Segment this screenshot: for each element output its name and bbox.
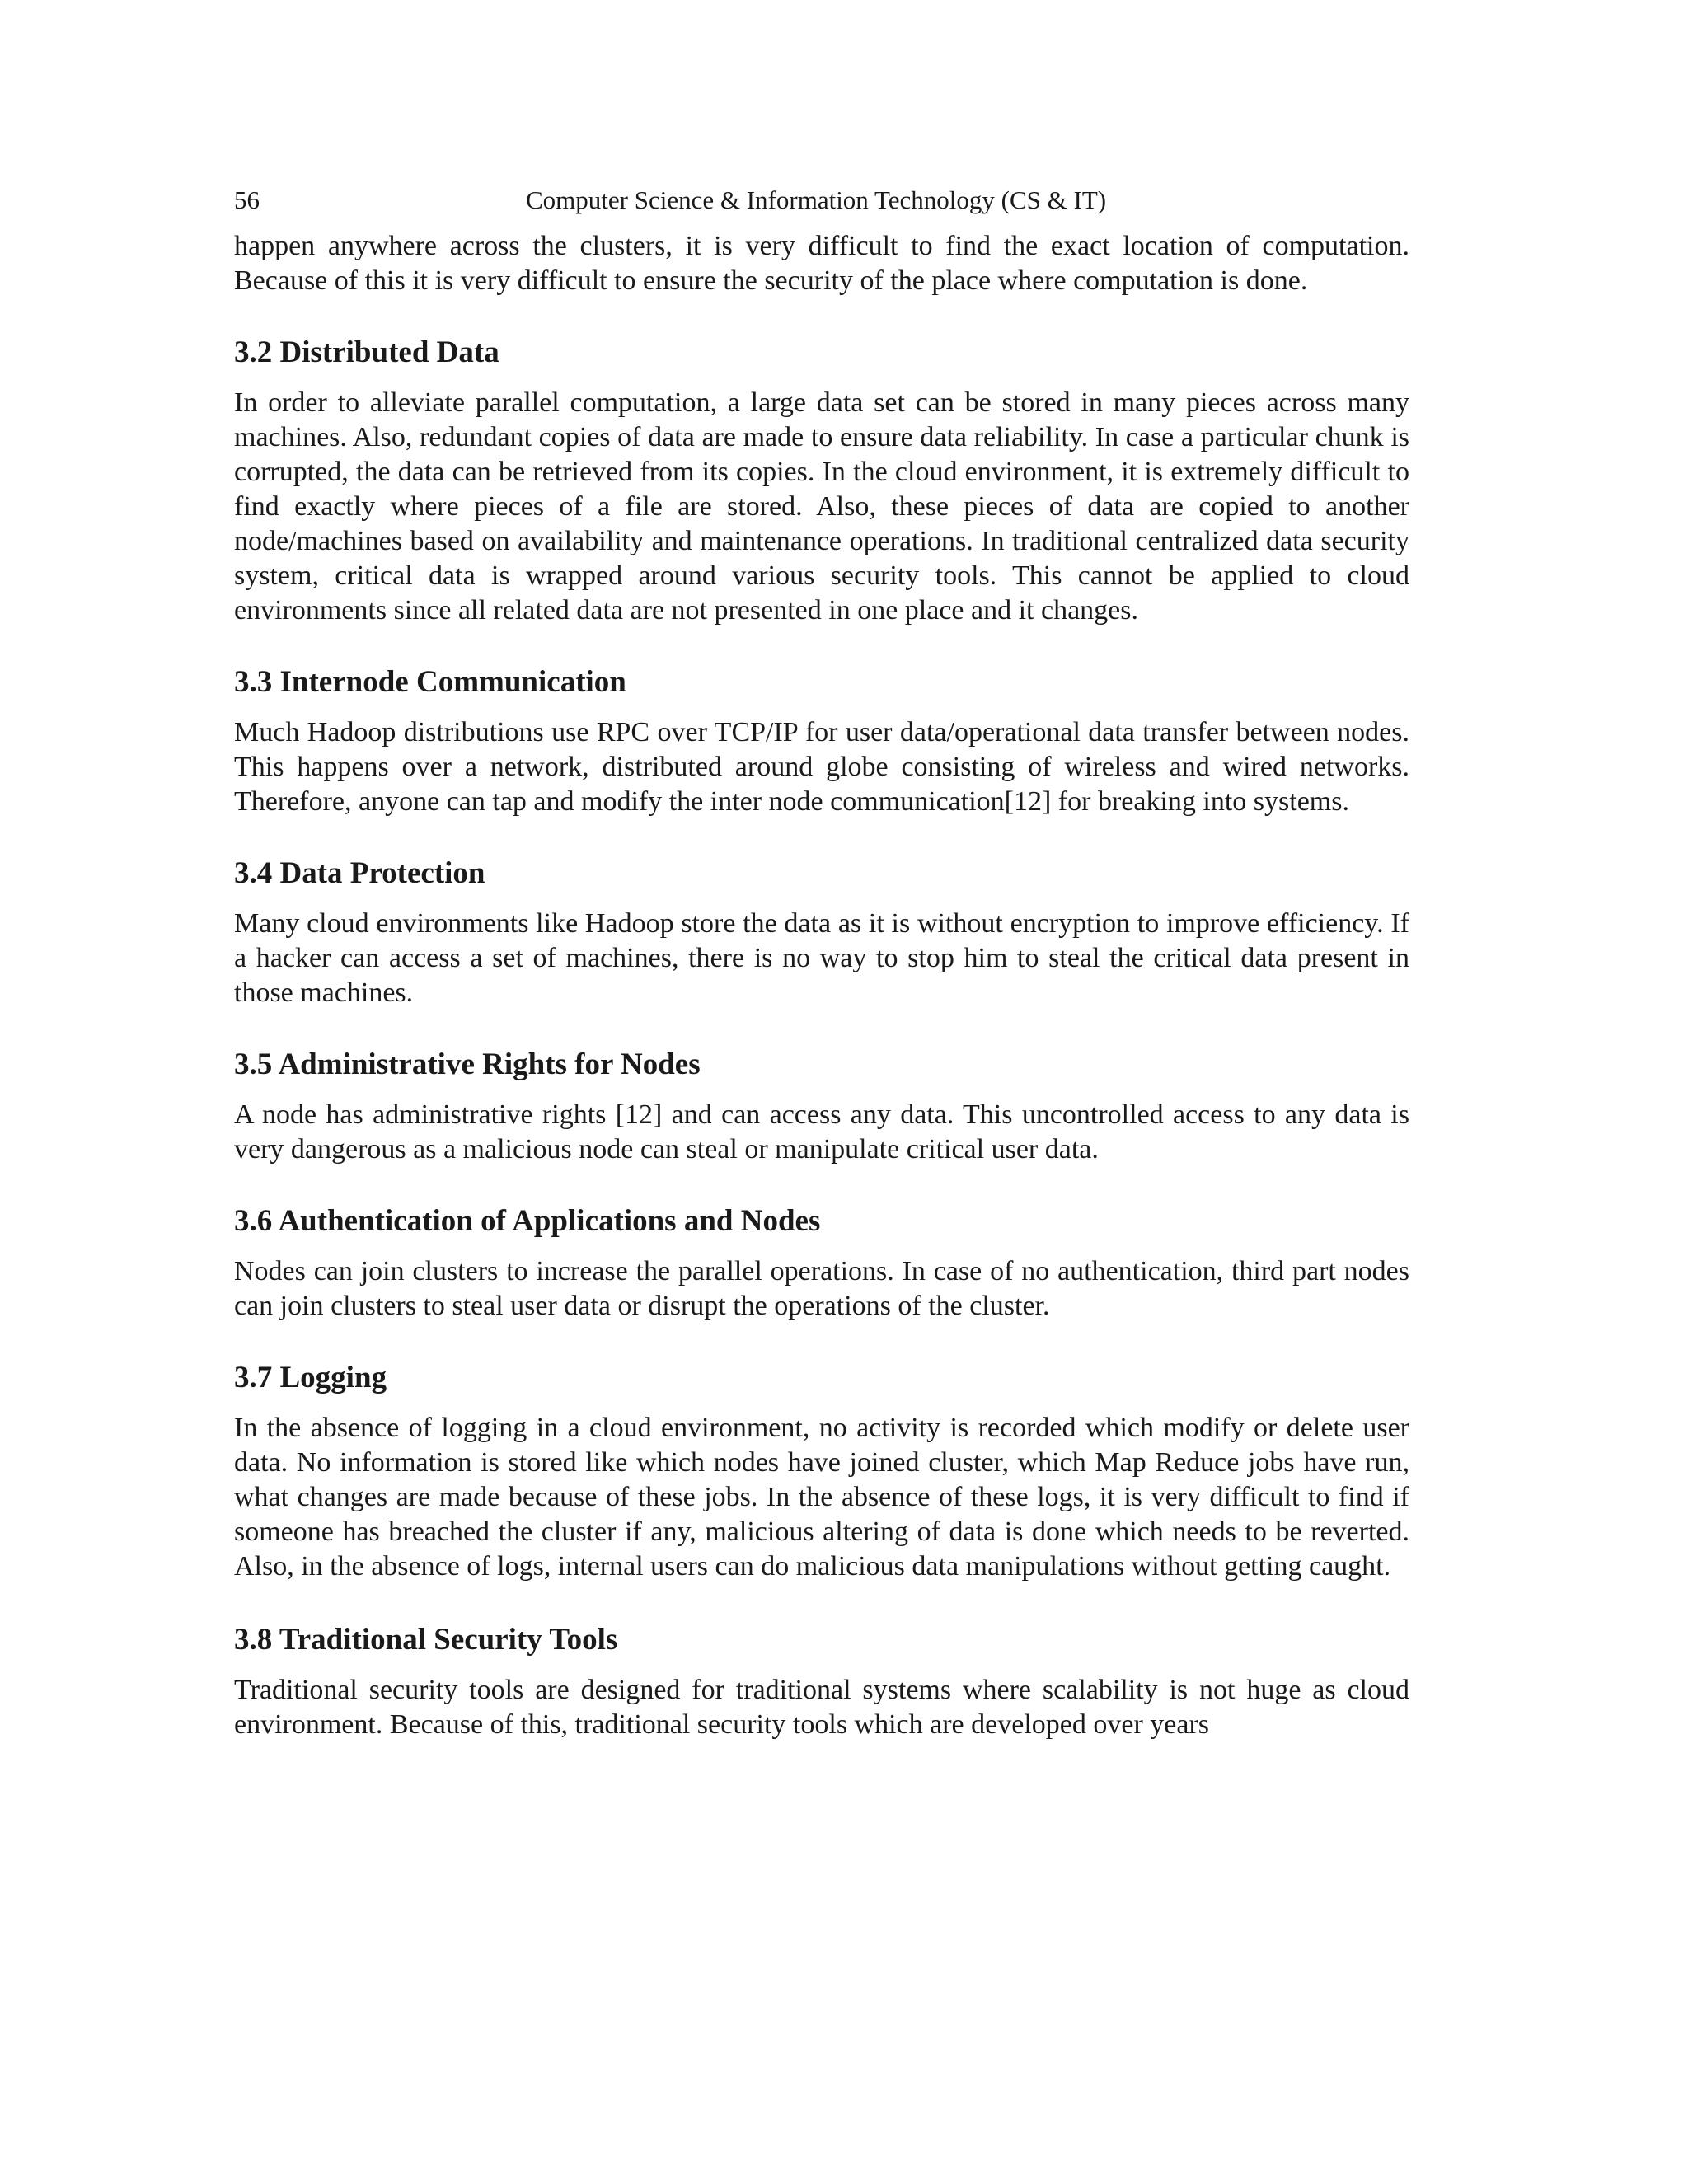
section-traditional-security-tools: [234, 1620, 1409, 1742]
running-header: [234, 180, 1409, 221]
section-distributed-data: [234, 333, 1409, 628]
section-logging: [234, 1358, 1409, 1584]
section-body: Much Hadoop distributions use RPC over TCP/IP for user data/operational data transfer between nodes. This happens over a network, distributed around globe consisting of wireless and wired networks. Therefore, anyone can tap and modify the inter node communication[12] for breaking into systems.: [234, 717, 1409, 817]
section-body: Traditional security tools are designed for traditional systems where scalability is not huge as cloud environment. Because of this, traditional security tools which are developed over years: [234, 1675, 1409, 1740]
section-body: A node has administrative rights [12] and can access any data. This uncontrolled access to any data is very dangerous as a malicious node can steal or manipulate critical user data.: [234, 1099, 1409, 1165]
section-heading: 3.5 Administrative Rights for Nodes: [234, 1047, 701, 1081]
page-number: 56: [234, 185, 260, 214]
section-body: Nodes can join clusters to increase the parallel operations. In case of no authentication, third part nodes can join clusters to steal user data or disrupt the operations of the cluster.: [234, 1256, 1409, 1321]
paper-page: [234, 180, 1409, 1742]
section-internode-communication: [234, 663, 1409, 819]
section-administrative-rights: [234, 1045, 1409, 1167]
section-body: In order to alleviate parallel computation, a large data set can be stored in many pieces across many machines. Also, redundant copies of data are made to ensure data reliability. In case a particular chunk is corrupted, the data can be retrieved from its copies. In the cloud environment, it is extremely difficult to find exactly where pieces of a file are stored. Also, these pieces of data are copied to another node/machines based on availability and maintenance operations. In traditional centralized data security system, critical data is wrapped around various security tools. This cannot be applied to cloud environments since all related data are not presented in one place and it changes.: [234, 387, 1409, 626]
intro-paragraph: happen anywhere across the clusters, it is very difficult to find the exact location of computation. Because of this it is very difficult to ensure the security of the place where computation is done.: [234, 231, 1409, 296]
section-authentication: [234, 1202, 1409, 1324]
section-heading: 3.6 Authentication of Applications and Nodes: [234, 1204, 821, 1238]
section-heading: 3.8 Traditional Security Tools: [234, 1623, 618, 1657]
section-body: In the absence of logging in a cloud environment, no activity is recorded which modify or delete user data. No information is stored like which nodes have joined cluster, which Map Reduce jobs have run, what changes are made because of these jobs. In the absence of these logs, it is very difficult to find if someone has breached the cluster if any, malicious altering of data is done which needs to be reverted. Also, in the absence of logs, internal users can do malicious data manipulations without getting caught.: [234, 1413, 1409, 1582]
section-body: Many cloud environments like Hadoop store the data as it is without encryption to improve efficiency. If a hacker can access a set of machines, there is no way to stop him to steal the critical data present in those machines.: [234, 908, 1409, 1008]
section-data-protection: [234, 854, 1409, 1010]
section-heading: 3.3 Internode Communication: [234, 665, 626, 699]
journal-title: Computer Science & Information Technology (CS & IT): [526, 185, 1107, 214]
section-heading: 3.4 Data Protection: [234, 856, 485, 890]
section-heading: 3.2 Distributed Data: [234, 335, 499, 369]
section-heading: 3.7 Logging: [234, 1361, 387, 1394]
